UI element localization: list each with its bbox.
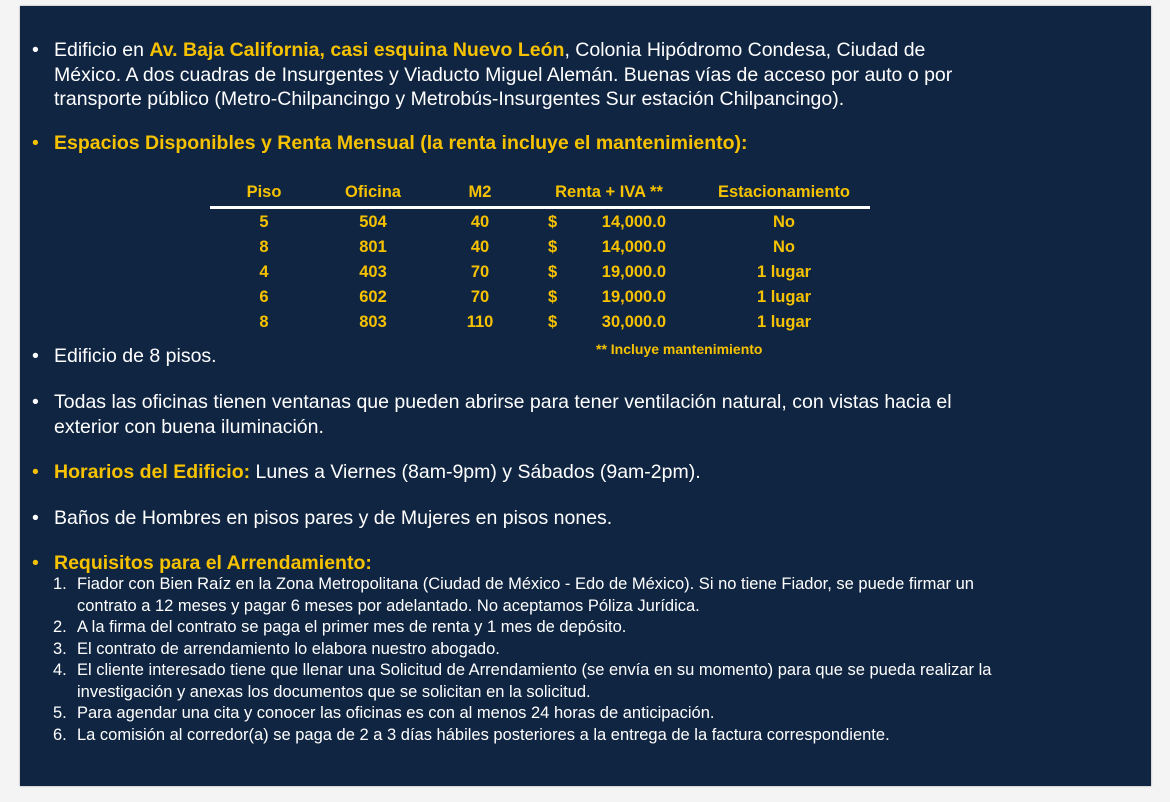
table-header-rule: [210, 206, 870, 209]
bullet-dot: •: [32, 552, 39, 574]
bullet-dot: •: [32, 507, 39, 529]
requirement-item: [53, 617, 1133, 639]
cell-estacionamiento: No: [773, 238, 795, 256]
table-row: [210, 211, 870, 236]
table-row: [210, 286, 870, 311]
windows-line1: Todas las oficinas tienen ventanas que pueden abrirse para tener ventilación natural, con vistas hacia el: [54, 391, 952, 413]
windows-line2: exterior con buena iluminación.: [54, 415, 324, 438]
slide: [20, 6, 1151, 786]
bullet-location: [32, 38, 1132, 112]
cell-estacionamiento: 1 lugar: [756, 288, 812, 306]
requirement-number: 1.: [53, 575, 67, 593]
spaces-title: Espacios Disponibles y Renta Mensual (la renta incluye el mantenimiento):: [54, 132, 748, 154]
requirement-number: 3.: [53, 639, 67, 658]
requirement-line1: La comisión al corredor(a) se paga de 2 a 3 días hábiles posteriores a la entrega de la factura correspondiente.: [77, 725, 890, 744]
requirement-number: 4.: [53, 661, 67, 679]
requirement-line1: Para agendar una cita y conocer las oficinas es con al menos 24 horas de anticipación.: [77, 704, 715, 722]
bullet-dot: •: [32, 39, 39, 61]
cell-currency: $: [548, 238, 558, 256]
cell-piso: 5: [259, 213, 269, 231]
bullet-dot: •: [32, 391, 39, 413]
bullet-spaces: [32, 131, 1132, 156]
bathrooms-text: Baños de Hombres en pisos pares y de Mujeres en pisos nones.: [54, 507, 613, 529]
hours-text: [54, 460, 1132, 485]
table-body: [210, 211, 870, 336]
rent-table: [210, 181, 870, 357]
requirement-line1: El cliente interesado tiene que llenar una Solicitud de Arrendamiento (se envía en su momento) para que se pueda realizar la: [77, 661, 992, 679]
requirement-item: [53, 703, 1133, 725]
requirement-number: 2.: [53, 618, 67, 636]
cell-oficina: 801: [359, 238, 387, 256]
table-row: [210, 236, 870, 261]
header-renta: Renta + IVA **: [555, 183, 663, 201]
bullet-bathrooms: [32, 506, 1132, 531]
cell-currency: $: [548, 263, 558, 281]
cell-m2: 40: [470, 238, 490, 256]
location-line1-rest: , Colonia Hipódromo Condesa, Ciudad de: [564, 39, 926, 61]
requirement-item: [53, 660, 1133, 703]
cell-renta: 30,000.0: [601, 313, 666, 331]
bullet-requirements: [32, 551, 1132, 576]
cell-oficina: 602: [359, 288, 387, 306]
bullet-windows: [32, 390, 1132, 439]
location-line2: México. A dos cuadras de Insurgentes y Viaducto Miguel Alemán. Buenas vías de acceso por auto o por: [54, 63, 953, 86]
header-estacionamiento: Estacionamiento: [717, 183, 851, 201]
cell-currency: $: [548, 213, 558, 231]
location-line3: transporte público (Metro-Chilpancingo y Metrobús-Insurgentes Sur estación Chilpancingo).: [54, 88, 845, 110]
bullet-dot: •: [32, 345, 39, 367]
bullet-floors: [32, 344, 1132, 369]
requirement-item: [53, 639, 1133, 661]
cell-estacionamiento: No: [773, 213, 795, 231]
cell-oficina: 504: [359, 213, 387, 231]
cell-m2: 110: [466, 313, 494, 331]
requirement-line1: Fiador con Bien Raíz en la Zona Metropolitana (Ciudad de México - Edo de México). Si no tiene Fiador, se puede firmar un: [77, 575, 974, 593]
table-header-row: [210, 181, 870, 205]
header-m2: M2: [468, 183, 492, 201]
hours-label: Horarios del Edificio:: [54, 461, 251, 483]
cell-m2: 70: [470, 288, 490, 306]
requirement-item: [53, 574, 1133, 617]
location-lead: Edificio en: [54, 39, 150, 61]
header-oficina: Oficina: [345, 183, 401, 201]
table-row: [210, 261, 870, 286]
cell-currency: $: [548, 288, 558, 306]
cell-oficina: 403: [359, 263, 387, 281]
table-row: [210, 311, 870, 336]
header-piso: Piso: [246, 183, 282, 201]
requirements-list: [53, 574, 1133, 746]
requirement-line2: contrato a 12 meses y pagar 6 meses por adelantado. No aceptamos Póliza Jurídica.: [77, 596, 700, 615]
requirement-line1: A la firma del contrato se paga el primer mes de renta y 1 mes de depósito.: [77, 618, 627, 636]
requirement-line1: El contrato de arrendamiento lo elabora nuestro abogado.: [77, 639, 500, 658]
table-note: ** Incluye mantenimiento: [596, 341, 763, 357]
cell-piso: 6: [259, 288, 269, 306]
requirement-item: [53, 725, 1133, 747]
cell-piso: 8: [259, 238, 269, 256]
bullet-dot: •: [32, 132, 39, 154]
requirement-line2: investigación y anexas los documentos que se solicitan en la solicitud.: [77, 682, 591, 701]
cell-renta: 19,000.0: [601, 288, 666, 306]
cell-piso: 8: [259, 313, 269, 331]
cell-piso: 4: [259, 263, 269, 281]
bullet-location-text: [54, 38, 1132, 112]
cell-currency: $: [548, 313, 558, 331]
hours-value: Lunes a Viernes (8am-9pm) y Sábados (9am-2pm).: [250, 461, 701, 483]
cell-renta: 14,000.0: [601, 213, 666, 231]
requirement-number: 6.: [53, 725, 67, 744]
cell-m2: 40: [470, 213, 490, 231]
requirement-number: 5.: [53, 704, 67, 722]
cell-renta: 19,000.0: [601, 263, 666, 281]
windows-text: [54, 390, 1132, 439]
location-address: Av. Baja California, casi esquina Nuevo León: [149, 39, 565, 61]
cell-estacionamiento: 1 lugar: [756, 313, 812, 331]
floors-text: Edificio de 8 pisos.: [54, 345, 217, 367]
cell-m2: 70: [470, 263, 490, 281]
cell-oficina: 803: [359, 313, 387, 331]
bullet-hours: [32, 460, 1132, 485]
cell-estacionamiento: 1 lugar: [756, 263, 812, 281]
requirements-title: Requisitos para el Arrendamiento:: [54, 552, 372, 574]
bullet-dot: •: [32, 461, 39, 483]
cell-renta: 14,000.0: [601, 238, 666, 256]
